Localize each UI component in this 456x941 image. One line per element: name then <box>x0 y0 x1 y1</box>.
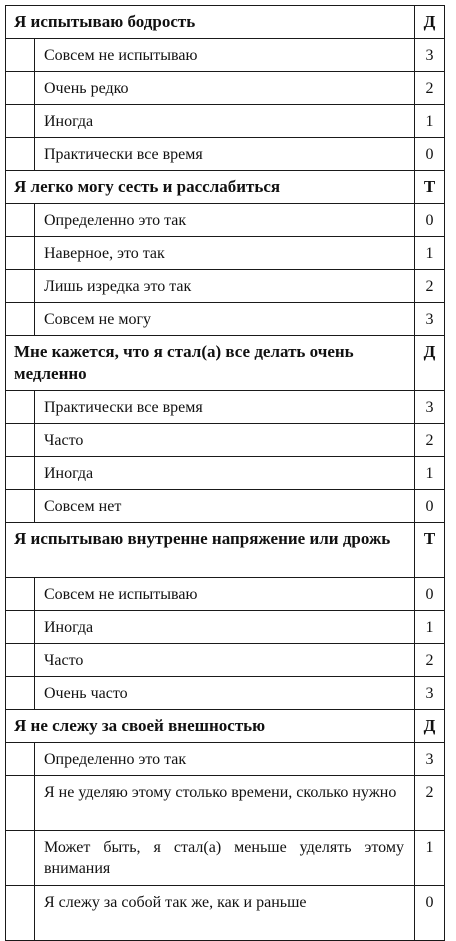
answer-score: 0 <box>415 886 445 941</box>
answer-checkbox-cell[interactable] <box>6 490 35 523</box>
answer-score: 3 <box>415 391 445 424</box>
answer-score: 1 <box>415 105 445 138</box>
question-row <box>6 710 445 743</box>
answer-text: Может быть, я стал(а) меньше уделять этому внимания <box>35 831 415 886</box>
answer-text: Иногда <box>35 611 415 644</box>
answer-checkbox-cell[interactable] <box>6 677 35 710</box>
answer-text: Часто <box>35 424 415 457</box>
answer-row <box>6 611 445 644</box>
answer-text: Практически все время <box>35 391 415 424</box>
answer-row <box>6 270 445 303</box>
answer-score: 0 <box>415 204 445 237</box>
answer-row <box>6 105 445 138</box>
answer-score: 2 <box>415 270 445 303</box>
answer-text: Практически все время <box>35 138 415 171</box>
answer-text: Часто <box>35 644 415 677</box>
answer-score: 3 <box>415 303 445 336</box>
answer-text: Очень часто <box>35 677 415 710</box>
answer-row <box>6 490 445 523</box>
answer-score: 3 <box>415 39 445 72</box>
answer-score: 1 <box>415 237 445 270</box>
answer-score: 2 <box>415 72 445 105</box>
question-row <box>6 171 445 204</box>
question-text: Я легко могу сесть и расслабиться <box>6 171 415 204</box>
answer-score: 1 <box>415 457 445 490</box>
answer-checkbox-cell[interactable] <box>6 270 35 303</box>
answer-checkbox-cell[interactable] <box>6 303 35 336</box>
question-scale-code: Т <box>415 171 445 204</box>
answer-row <box>6 424 445 457</box>
question-row <box>6 6 445 39</box>
answer-row <box>6 886 445 941</box>
answer-score: 3 <box>415 677 445 710</box>
answer-checkbox-cell[interactable] <box>6 457 35 490</box>
answer-score: 0 <box>415 490 445 523</box>
answer-text: Очень редко <box>35 72 415 105</box>
answer-checkbox-cell[interactable] <box>6 886 35 941</box>
answer-row <box>6 776 445 831</box>
answer-text: Иногда <box>35 457 415 490</box>
answer-checkbox-cell[interactable] <box>6 237 35 270</box>
answer-checkbox-cell[interactable] <box>6 644 35 677</box>
answer-score: 2 <box>415 776 445 831</box>
question-scale-code: Д <box>415 710 445 743</box>
answer-checkbox-cell[interactable] <box>6 138 35 171</box>
answer-checkbox-cell[interactable] <box>6 204 35 237</box>
answer-row <box>6 138 445 171</box>
answer-row <box>6 644 445 677</box>
answer-text: Иногда <box>35 105 415 138</box>
answer-checkbox-cell[interactable] <box>6 424 35 457</box>
answer-row <box>6 677 445 710</box>
answer-text: Совсем не испытываю <box>35 578 415 611</box>
answer-score: 1 <box>415 611 445 644</box>
answer-score: 0 <box>415 138 445 171</box>
question-text: Я испытываю бодрость <box>6 6 415 39</box>
answer-text: Совсем нет <box>35 490 415 523</box>
answer-checkbox-cell[interactable] <box>6 39 35 72</box>
answer-row <box>6 578 445 611</box>
answer-text: Определенно это так <box>35 204 415 237</box>
answer-checkbox-cell[interactable] <box>6 578 35 611</box>
answer-row <box>6 391 445 424</box>
answer-checkbox-cell[interactable] <box>6 831 35 886</box>
question-row <box>6 336 445 391</box>
answer-row <box>6 743 445 776</box>
answer-checkbox-cell[interactable] <box>6 611 35 644</box>
answer-text: Совсем не могу <box>35 303 415 336</box>
answer-score: 3 <box>415 743 445 776</box>
answer-row <box>6 831 445 886</box>
answer-text: Определенно это так <box>35 743 415 776</box>
answer-text: Лишь изредка это так <box>35 270 415 303</box>
question-scale-code: Д <box>415 6 445 39</box>
answer-row <box>6 457 445 490</box>
question-text: Мне кажется, что я стал(а) все делать очень медленно <box>6 336 415 391</box>
answer-text: Наверное, это так <box>35 237 415 270</box>
answer-row <box>6 237 445 270</box>
question-row <box>6 523 445 578</box>
answer-text: Совсем не испытываю <box>35 39 415 72</box>
answer-row <box>6 39 445 72</box>
answer-text: Я слежу за собой так же, как и раньше <box>35 886 415 941</box>
answer-row <box>6 72 445 105</box>
answer-score: 2 <box>415 424 445 457</box>
answer-score: 0 <box>415 578 445 611</box>
questionnaire-table <box>5 5 445 941</box>
question-text: Я испытываю внутренне напряжение или дрожь <box>6 523 415 578</box>
answer-text: Я не уделяю этому столько времени, сколько нужно <box>35 776 415 831</box>
answer-checkbox-cell[interactable] <box>6 776 35 831</box>
answer-checkbox-cell[interactable] <box>6 743 35 776</box>
answer-checkbox-cell[interactable] <box>6 72 35 105</box>
answer-score: 2 <box>415 644 445 677</box>
answer-row <box>6 303 445 336</box>
question-scale-code: Д <box>415 336 445 391</box>
answer-checkbox-cell[interactable] <box>6 105 35 138</box>
answer-row <box>6 204 445 237</box>
question-scale-code: Т <box>415 523 445 578</box>
question-text: Я не слежу за своей внешностью <box>6 710 415 743</box>
answer-score: 1 <box>415 831 445 886</box>
answer-checkbox-cell[interactable] <box>6 391 35 424</box>
